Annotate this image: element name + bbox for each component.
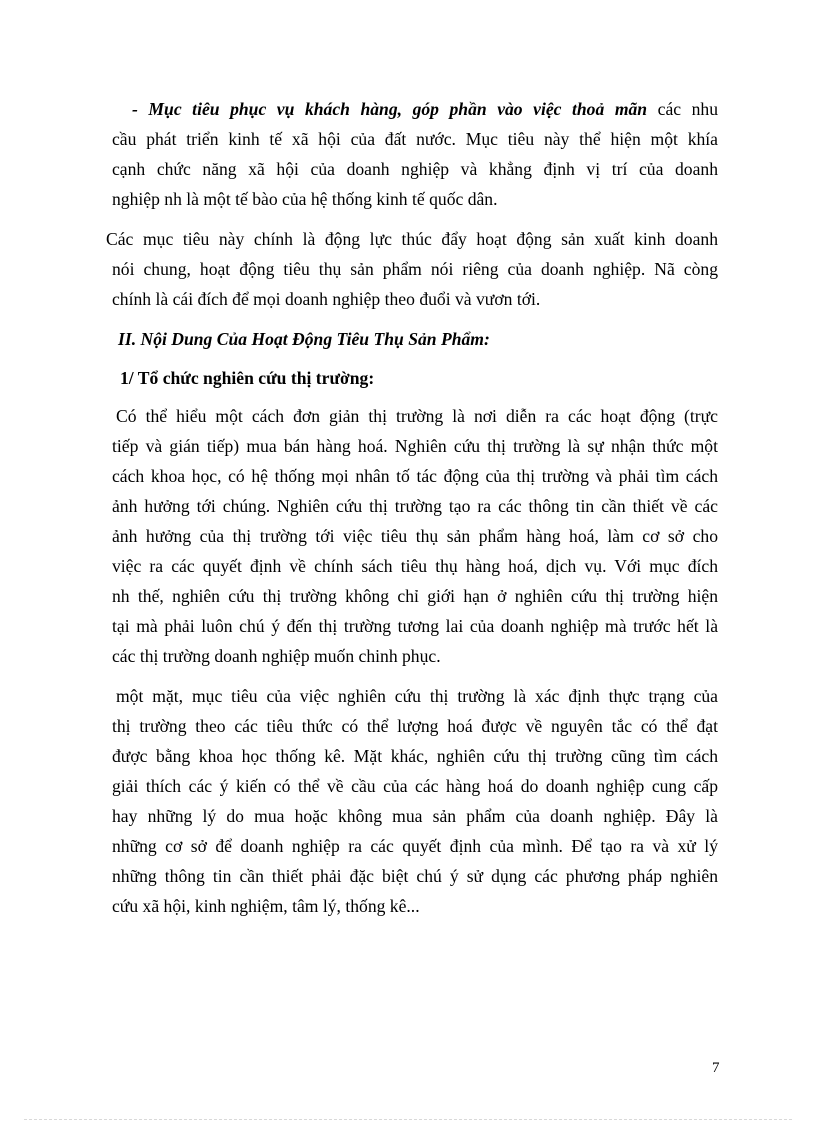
paragraph-line: việc ra các quyết định về chính sách tiêu thụ hàng hoá, dịch vụ. Với mục đích [112, 556, 718, 576]
paragraph-line: giải thích các ý kiến có thể về cầu của các hàng hoá do doanh nghiệp cung cấp [112, 776, 718, 796]
paragraph-line: Có thể hiểu một cách đơn giản thị trường là nơi diễn ra các hoạt động (trực [116, 406, 718, 426]
section-heading: II. Nội Dung Của Hoạt Động Tiêu Thụ Sản Phẩm: [118, 329, 490, 349]
paragraph-line: cách khoa học, có hệ thống mọi nhân tố tác động của thị trường và phải tìm cách [112, 466, 718, 486]
paragraph-line: cứu xã hội, kinh nghiệm, tâm lý, thống kê... [112, 896, 420, 916]
paragraph-line: một mặt, mục tiêu của việc nghiên cứu thị trường là xác định thực trạng của [116, 686, 718, 706]
paragraph-line: được bằng khoa học thống kê. Mặt khác, nghiên cứu thị trường cũng tìm cách [112, 746, 718, 766]
paragraph-line: cầu phát triển kinh tế xã hội của đất nước. Mục tiêu này thể hiện một khía [112, 129, 718, 149]
bold-italic-lead: - Mục tiêu phục vụ khách hàng, góp phần vào việc thoả mãn [132, 99, 648, 119]
paragraph-line: nh thế, nghiên cứu thị trường không chỉ giới hạn ở nghiên cứu thị trường hiện [112, 586, 718, 606]
paragraph-line: nghiệp nh là một tế bào của hệ thống kinh tế quốc dân. [112, 189, 498, 209]
paragraph-line: cạnh chức năng xã hội của doanh nghiệp và khẳng định vị trí của doanh [112, 159, 718, 179]
paragraph-line: những thông tin cần thiết phải đặc biệt chú ý sử dụng các phương pháp nghiên [112, 866, 718, 886]
paragraph-line: những cơ sở để doanh nghiệp ra các quyết định của mình. Để tạo ra và xử lý [112, 836, 718, 856]
paragraph-line: ảnh hưởng của thị trường tới việc tiêu thụ sản phẩm hàng hoá, làm cơ sở cho [112, 526, 718, 546]
paragraph-line: tiếp và gián tiếp) mua bán hàng hoá. Nghiên cứu thị trường là sự nhận thức một [112, 436, 718, 456]
page-number: 7 [712, 1060, 720, 1076]
paragraph-line: nói chung, hoạt động tiêu thụ sản phẩm nói riêng của doanh nghiệp. Nã còng [112, 259, 718, 279]
paragraph-line [112, 94, 718, 124]
paragraph-line: hay những lý do mua hoặc không mua sản phẩm của doanh nghiệp. Đây là [112, 806, 718, 826]
document-body [106, 94, 718, 931]
paragraph-goals-motivation [106, 224, 718, 314]
line-text: các nhu [647, 99, 718, 119]
footer-divider [24, 1119, 792, 1120]
paragraph-line: ảnh hưởng tới chúng. Nghiên cứu thị trường tạo ra các thông tin cần thiết về các [112, 496, 718, 516]
paragraph-research-objectives [112, 681, 718, 921]
paragraph-line: tại mà phải luôn chú ý đến thị trường tương lai của doanh nghiệp mà trước hết là [112, 616, 718, 636]
paragraph-line: thị trường theo các tiêu thức có thể lượng hoá được về nguyên tắc có thể đạt [112, 716, 718, 736]
paragraph-line: các thị trường doanh nghiệp muốn chinh phục. [112, 646, 441, 666]
paragraph-line: Các mục tiêu này chính là động lực thúc đẩy hoạt động sản xuất kinh doanh [106, 229, 718, 249]
subsection-heading: 1/ Tổ chức nghiên cứu thị trường: [120, 368, 375, 388]
paragraph-line: chính là cái đích để mọi doanh nghiệp theo đuổi và vươn tới. [112, 289, 541, 309]
paragraph-customer-service-goal [112, 94, 718, 214]
paragraph-market-research [112, 401, 718, 671]
